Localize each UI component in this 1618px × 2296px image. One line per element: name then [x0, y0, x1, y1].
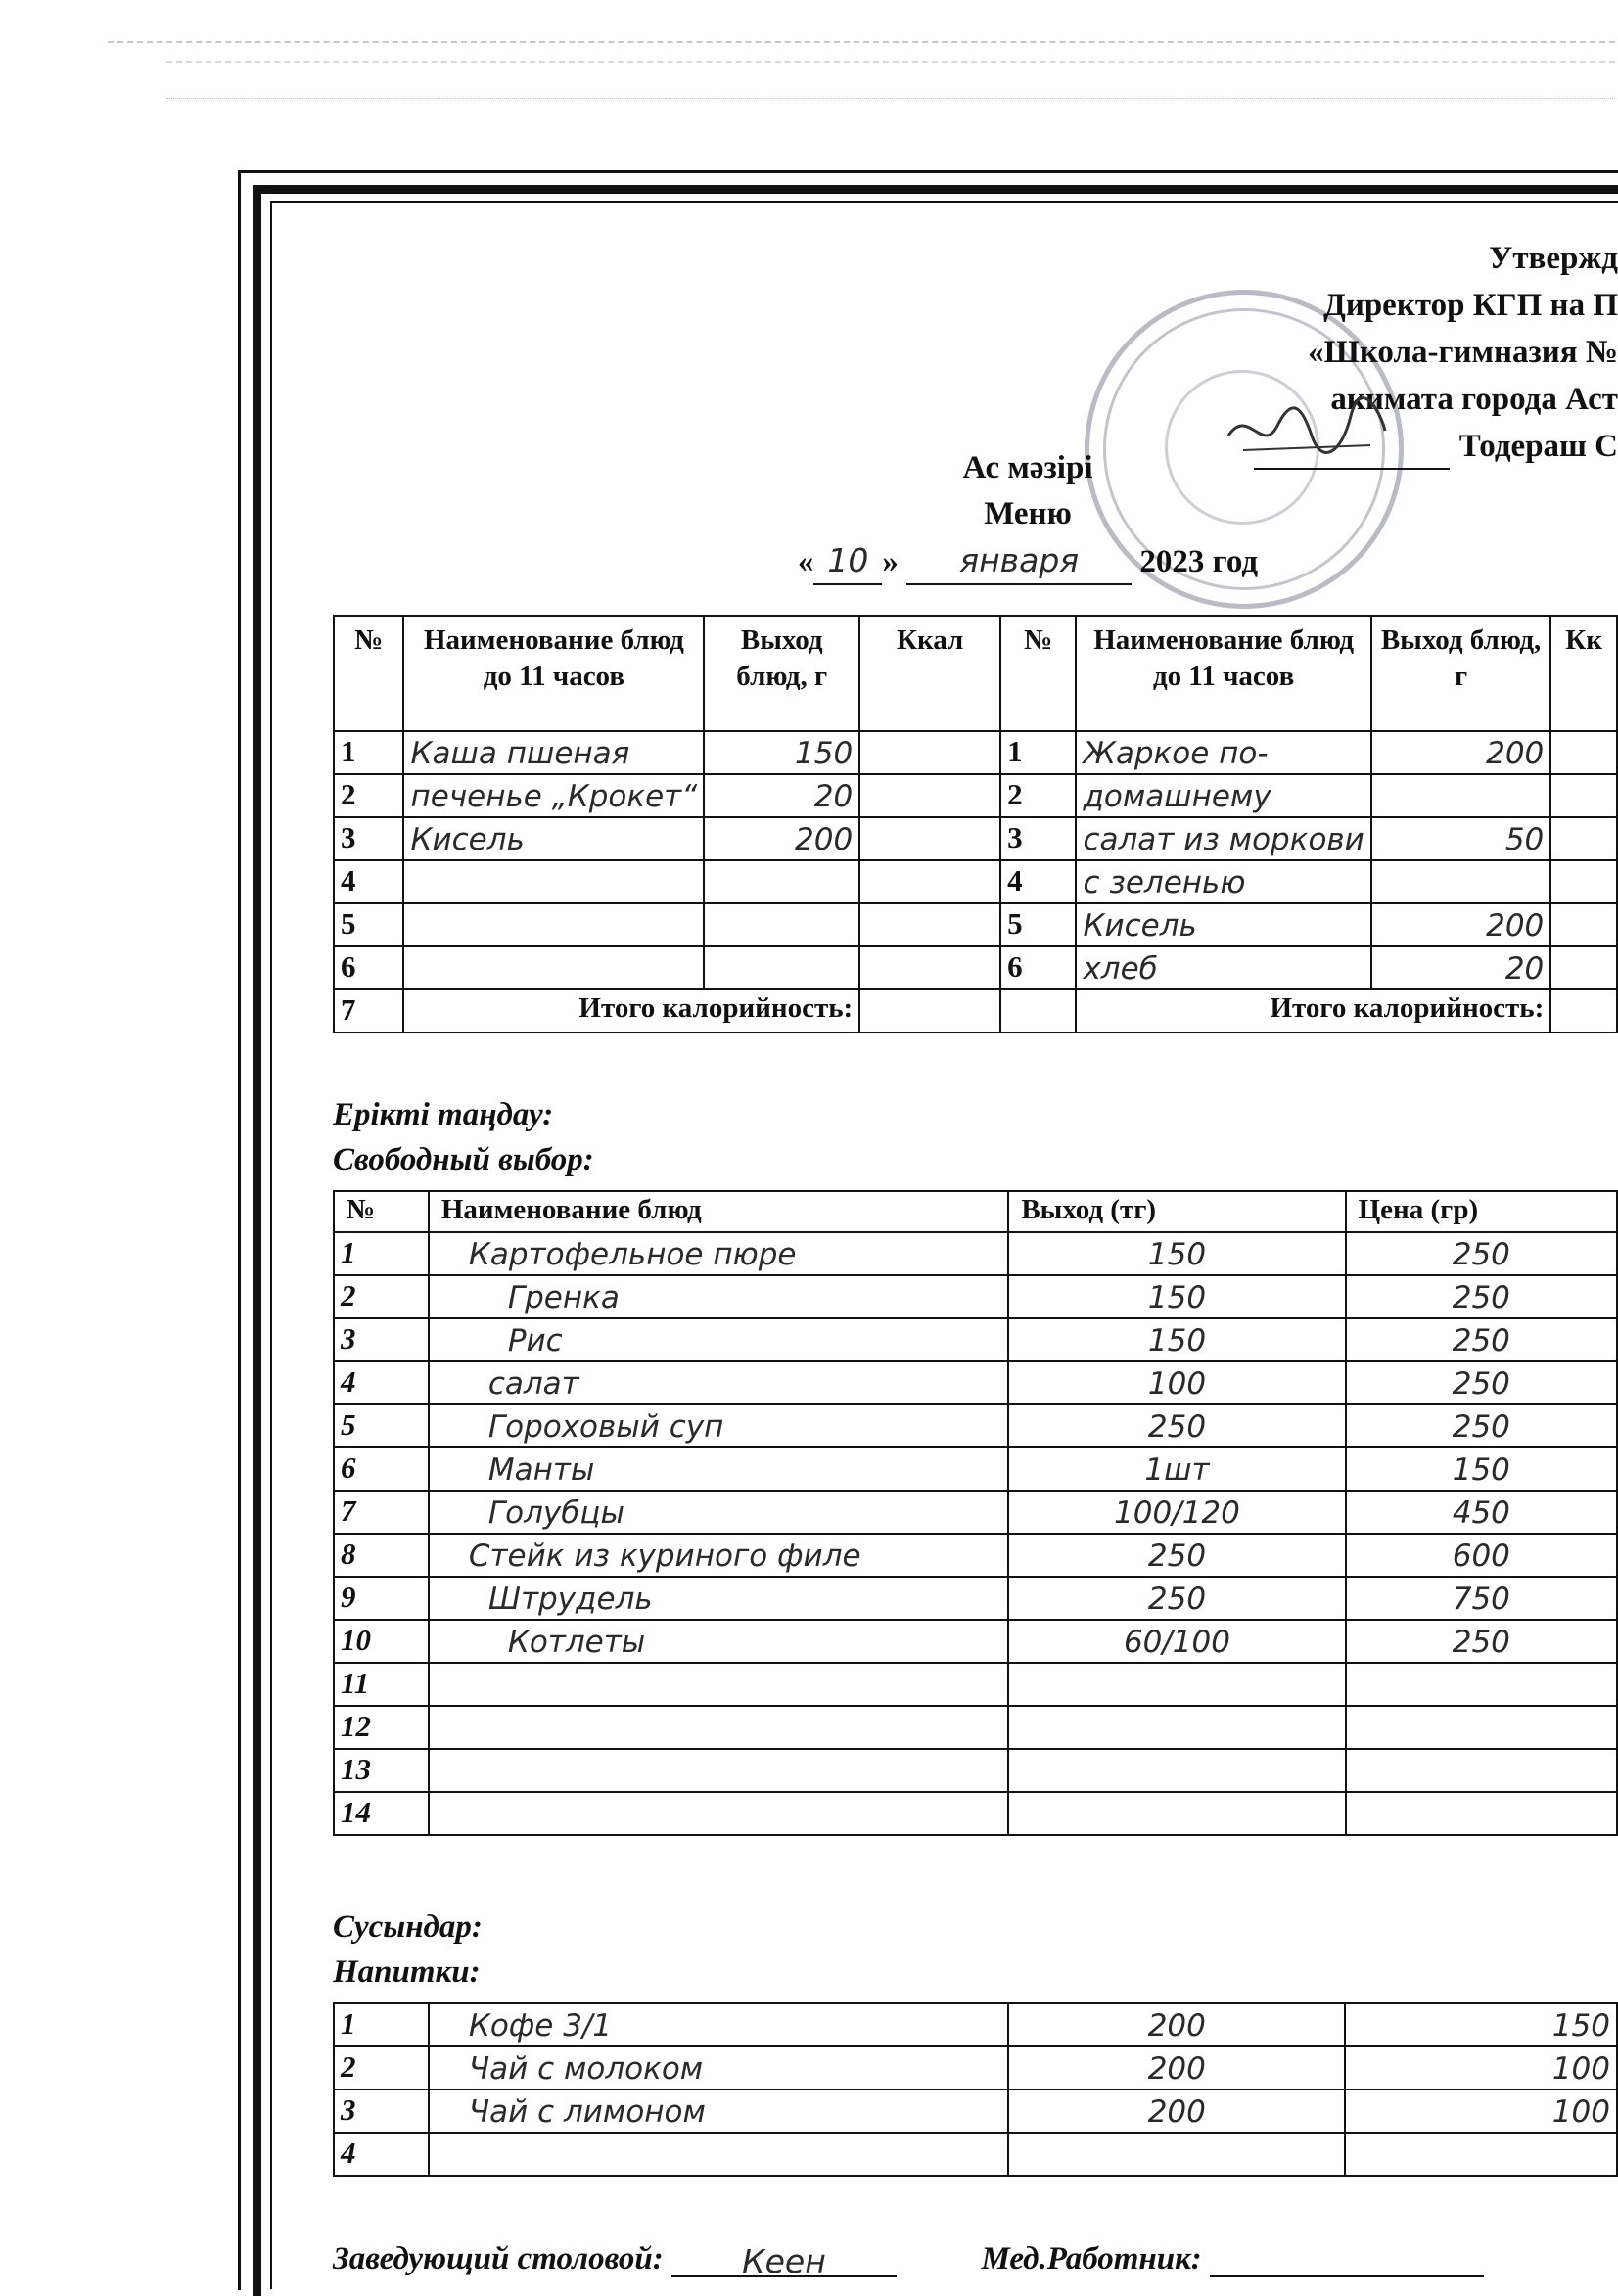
col-header-name-2: Наименование блюд до 11 часов — [1076, 616, 1370, 731]
dish-price — [1346, 1792, 1617, 1835]
dish-price: 600 — [1346, 1534, 1617, 1577]
col-header-kcal: Ккал — [859, 616, 1000, 731]
dish-name: Голубцы — [429, 1491, 1009, 1534]
dish-name — [403, 946, 704, 989]
table-row — [334, 946, 1617, 989]
dish-price: 750 — [1346, 1577, 1617, 1620]
dish-yield: 200 — [704, 817, 859, 860]
free-choice-label-ru: Свободный выбор: — [333, 1142, 594, 1177]
dish-name: домашнему — [1076, 774, 1370, 817]
dish-name: Рис — [429, 1318, 1009, 1361]
table-row — [334, 774, 1617, 817]
col-header-name: Наименование блюд — [429, 1191, 1009, 1232]
dish-price: 250 — [1346, 1620, 1617, 1663]
row-num: 4 — [334, 2133, 429, 2176]
signature-footer — [333, 2241, 1605, 2280]
row-num: 2 — [334, 2046, 429, 2089]
dish-yield: 1шт — [1008, 1447, 1345, 1491]
dish-name: Кисель — [1076, 903, 1370, 946]
dish-price: 250 — [1346, 1275, 1617, 1318]
dish-yield — [1008, 1663, 1345, 1706]
row-num: 2 — [334, 1275, 429, 1318]
canteen-head-label: Заведующий столовой: — [333, 2241, 664, 2276]
table-row — [334, 1491, 1617, 1534]
dish-yield: 150 — [704, 731, 859, 774]
table-row — [334, 860, 1617, 903]
dish-yield — [704, 860, 859, 903]
row-num: 7 — [334, 1491, 429, 1534]
table-header-row — [334, 1191, 1617, 1232]
dish-name: печенье „Крокет“ — [403, 774, 704, 817]
drink-name — [429, 2133, 1008, 2176]
row-num: 13 — [334, 1749, 429, 1792]
approval-line-5: Тодераш С — [1458, 429, 1618, 464]
table-row — [334, 1404, 1617, 1447]
dish-name: с зеленью — [1076, 860, 1370, 903]
total-calories-value — [859, 989, 1000, 1033]
drink-name: Чай с лимоном — [429, 2089, 1008, 2133]
row-num: 2 — [334, 774, 403, 817]
row-num: 3 — [334, 1318, 429, 1361]
canteen-head-signature: Кеен — [671, 2242, 897, 2277]
dish-yield: 250 — [1008, 1534, 1345, 1577]
dish-name: Кисель — [403, 817, 704, 860]
dish-name: Манты — [429, 1447, 1009, 1491]
menu-title — [685, 445, 1370, 585]
dish-name — [403, 860, 704, 903]
row-num: 6 — [1000, 946, 1076, 989]
dish-price: 250 — [1346, 1232, 1617, 1275]
drink-yield: 200 — [1008, 2089, 1345, 2133]
dish-yield: 100/120 — [1008, 1491, 1345, 1534]
dish-yield: 200 — [1371, 903, 1550, 946]
dish-name: Гренка — [429, 1275, 1009, 1318]
drink-price — [1345, 2133, 1617, 2176]
col-header-kcal-2: Кк — [1550, 616, 1617, 731]
approval-line-3: «Школа-гимназия № — [1308, 335, 1618, 370]
dish-yield — [1371, 860, 1550, 903]
dish-kcal — [1550, 946, 1617, 989]
dish-name — [403, 903, 704, 946]
dish-kcal — [859, 774, 1000, 817]
dish-price — [1346, 1706, 1617, 1749]
dish-price — [1346, 1749, 1617, 1792]
dish-yield: 250 — [1008, 1404, 1345, 1447]
row-num: 4 — [1000, 860, 1076, 903]
dish-price: 250 — [1346, 1318, 1617, 1361]
table-row — [334, 1792, 1617, 1835]
drinks-label-ru: Напитки: — [333, 1954, 481, 1990]
col-header-num: № — [334, 1191, 429, 1232]
dish-yield: 50 — [1371, 817, 1550, 860]
dish-yield: 200 — [1371, 731, 1550, 774]
col-header-num-2: № — [1000, 616, 1076, 731]
dish-yield: 100 — [1008, 1361, 1345, 1404]
scan-artifact — [166, 61, 1615, 65]
drinks-table — [333, 2002, 1618, 2177]
table-row — [334, 903, 1617, 946]
row-num: 9 — [334, 1577, 429, 1620]
dish-yield: 60/100 — [1008, 1620, 1345, 1663]
dish-yield — [1008, 1706, 1345, 1749]
dish-yield: 250 — [1008, 1577, 1345, 1620]
dish-yield: 20 — [1371, 946, 1550, 989]
drink-price: 100 — [1345, 2089, 1617, 2133]
total-row — [334, 989, 1617, 1033]
dish-price: 250 — [1346, 1404, 1617, 1447]
table-row — [334, 2089, 1617, 2133]
dish-name: Жаркое по- — [1076, 731, 1370, 774]
table-row — [334, 1275, 1617, 1318]
dish-name: Штрудель — [429, 1577, 1009, 1620]
row-num: 6 — [334, 946, 403, 989]
dish-name: Котлеты — [429, 1620, 1009, 1663]
table-row — [334, 1577, 1617, 1620]
total-calories-value-2 — [1550, 989, 1617, 1033]
dish-kcal — [1550, 903, 1617, 946]
approval-line-2: Директор КГП на П — [1323, 288, 1618, 323]
drink-name: Кофе 3/1 — [429, 2003, 1008, 2046]
dish-kcal — [859, 731, 1000, 774]
dish-name — [429, 1749, 1009, 1792]
row-num: 4 — [334, 1361, 429, 1404]
table-row — [334, 2133, 1617, 2176]
scan-artifact — [166, 98, 1615, 101]
col-header-yield: Выход (тг) — [1008, 1191, 1345, 1232]
dish-price: 450 — [1346, 1491, 1617, 1534]
row-num: 3 — [334, 817, 403, 860]
row-num: 3 — [1000, 817, 1076, 860]
table-row — [334, 1361, 1617, 1404]
dish-yield — [1371, 774, 1550, 817]
row-num: 1 — [334, 1232, 429, 1275]
dish-kcal — [859, 946, 1000, 989]
table-row — [334, 1620, 1617, 1663]
dish-yield: 150 — [1008, 1318, 1345, 1361]
row-num: 5 — [1000, 903, 1076, 946]
dish-kcal — [859, 817, 1000, 860]
col-header-num: № — [334, 616, 403, 731]
dish-kcal — [1550, 731, 1617, 774]
row-num: 1 — [334, 731, 403, 774]
menu-date-day: 10 — [813, 537, 882, 585]
table-row — [334, 731, 1617, 774]
row-num: 11 — [334, 1663, 429, 1706]
free-choice-table — [333, 1190, 1618, 1836]
drinks-label-kz: Сусындар: — [333, 1909, 483, 1945]
menu-title-kz: Ас мәзірі — [962, 450, 1093, 485]
table-row — [334, 2046, 1617, 2089]
dish-yield: 150 — [1008, 1275, 1345, 1318]
row-num: 1 — [334, 2003, 429, 2046]
row-num — [1000, 989, 1076, 1033]
row-num: 3 — [334, 2089, 429, 2133]
dish-name — [429, 1663, 1009, 1706]
row-num: 1 — [1000, 731, 1076, 774]
table-row — [334, 817, 1617, 860]
row-num: 14 — [334, 1792, 429, 1835]
menu-date-month: января — [906, 537, 1132, 585]
table-row — [334, 1318, 1617, 1361]
dish-name — [429, 1706, 1009, 1749]
table-row — [334, 1232, 1617, 1275]
approval-line-4: акимата города Аст — [1330, 382, 1618, 417]
dish-yield — [704, 946, 859, 989]
dish-name: хлеб — [1076, 946, 1370, 989]
dish-kcal — [1550, 774, 1617, 817]
dish-price: 150 — [1346, 1447, 1617, 1491]
col-header-price: Цена (гр) — [1346, 1191, 1617, 1232]
drink-yield: 200 — [1008, 2003, 1345, 2046]
dish-name: Каша пшеная — [403, 731, 704, 774]
row-num: 12 — [334, 1706, 429, 1749]
approval-line-1: Утвержд — [1489, 241, 1618, 276]
breakfast-table — [333, 615, 1618, 1033]
dish-price — [1346, 1663, 1617, 1706]
menu-date: « 10 » января 2023 год — [685, 537, 1370, 585]
drink-yield: 200 — [1008, 2046, 1345, 2089]
dish-name: Стейк из куриного филе — [429, 1534, 1009, 1577]
row-num: 10 — [334, 1620, 429, 1663]
row-num: 4 — [334, 860, 403, 903]
dish-kcal — [859, 860, 1000, 903]
dish-name: салат — [429, 1361, 1009, 1404]
menu-date-year: 2023 год — [1139, 544, 1259, 579]
table-header-row — [334, 616, 1617, 731]
dish-yield — [1008, 1792, 1345, 1835]
col-header-name: Наименование блюд до 11 часов — [403, 616, 704, 731]
dish-name — [429, 1792, 1009, 1835]
dish-yield: 150 — [1008, 1232, 1345, 1275]
medic-label: Мед.Работник: — [981, 2241, 1202, 2276]
total-calories-label-2: Итого калорийность: — [1076, 989, 1550, 1033]
row-num: 5 — [334, 1404, 429, 1447]
table-row — [334, 1706, 1617, 1749]
dish-yield — [704, 903, 859, 946]
drink-yield — [1008, 2133, 1345, 2176]
medic-signature-line — [1210, 2242, 1484, 2277]
free-choice-label-kz: Ерікті таңдау: — [333, 1097, 554, 1132]
dish-yield: 20 — [704, 774, 859, 817]
drink-name: Чай с молоком — [429, 2046, 1008, 2089]
table-row — [334, 1534, 1617, 1577]
dish-name: Гороховый суп — [429, 1404, 1009, 1447]
col-header-yield: Выход блюд, г — [704, 616, 859, 731]
dish-kcal — [859, 903, 1000, 946]
dish-price: 250 — [1346, 1361, 1617, 1404]
dish-name: Картофельное пюре — [429, 1232, 1009, 1275]
table-row — [334, 1749, 1617, 1792]
row-num: 8 — [334, 1534, 429, 1577]
dish-kcal — [1550, 817, 1617, 860]
table-row — [334, 2003, 1617, 2046]
table-row — [334, 1663, 1617, 1706]
drink-price: 150 — [1345, 2003, 1617, 2046]
row-num: 6 — [334, 1447, 429, 1491]
row-num: 7 — [334, 989, 403, 1033]
col-header-yield-2: Выход блюд, г — [1371, 616, 1550, 731]
dish-kcal — [1550, 860, 1617, 903]
dish-name: салат из моркови — [1076, 817, 1370, 860]
menu-title-ru: Меню — [984, 496, 1072, 531]
drink-price: 100 — [1345, 2046, 1617, 2089]
row-num: 2 — [1000, 774, 1076, 817]
row-num: 5 — [334, 903, 403, 946]
dish-yield — [1008, 1749, 1345, 1792]
table-row — [334, 1447, 1617, 1491]
total-calories-label: Итого калорийность: — [403, 989, 859, 1033]
